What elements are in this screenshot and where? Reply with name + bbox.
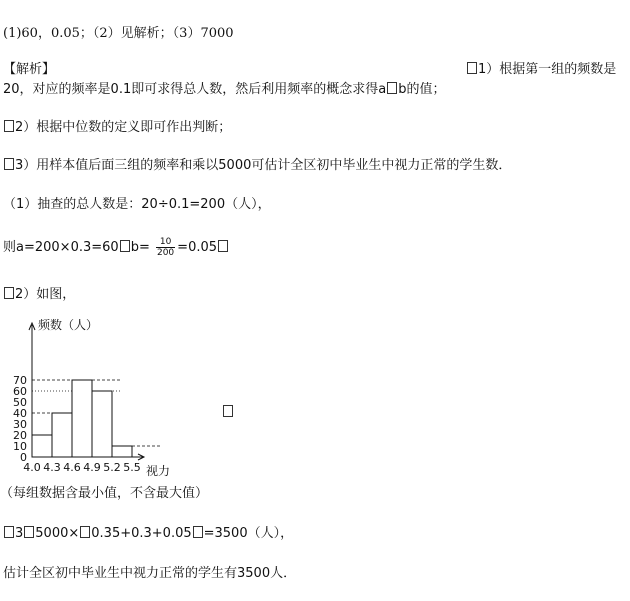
- missing-glyph-box: [467, 62, 477, 74]
- missing-glyph-box: [4, 158, 14, 170]
- x-tick-label: 4.3: [43, 461, 61, 474]
- missing-glyph-box: [24, 526, 34, 538]
- analysis-line-1: 1）根据第一组的频数是: [466, 58, 616, 77]
- y-tick-label: 10: [13, 440, 27, 453]
- analysis-heading: 【解析】: [3, 62, 56, 77]
- missing-glyph-box: [4, 526, 14, 538]
- solution-line-1: （1）抽查的总人数是：20÷0.1=200（人），: [3, 197, 271, 212]
- missing-glyph-box: [4, 120, 14, 132]
- y-tick-label: 70: [13, 374, 27, 387]
- solution-line-4: 3 5000× 0.35+0.3+0.05 =3500（人），: [3, 522, 293, 541]
- histogram-bar: [52, 413, 72, 457]
- missing-glyph-box: [193, 526, 203, 538]
- analysis-line-3: 3）用样本值后面三组的频率和乘以5000可估计全区初中毕业生中视力正常的学生数．: [3, 154, 511, 173]
- analysis-line-2: 2）根据中位数的定义即可作出判断；: [3, 116, 231, 135]
- solution-line-2: 则a=200×0.3=60 b= $\frac{10}{200}$ =0.05: [3, 236, 229, 258]
- x-tick-label: 4.0: [23, 461, 41, 474]
- chart-note: （每组数据含最小值，不含最大值）: [0, 486, 209, 501]
- fraction: [156, 237, 175, 258]
- missing-glyph-box: [223, 405, 233, 417]
- y-tick-label: 60: [13, 385, 27, 398]
- conclusion-line: 估计全区初中毕业生中视力正常的学生有3500人．: [3, 566, 297, 581]
- answer-line: (1)60，0.05；（2）见解析；（3）7000: [3, 26, 234, 41]
- histogram-bar: [32, 435, 52, 457]
- solution-line-3: 2）如图，: [3, 283, 75, 302]
- x-tick-label: 5.5: [123, 461, 141, 474]
- y-tick-label: 0: [20, 451, 27, 464]
- x-tick-label: 4.6: [63, 461, 81, 474]
- y-axis-label: 频数（人）: [38, 318, 99, 332]
- fraction-numerator: 10: [156, 237, 175, 248]
- x-axis-label: 视力: [146, 464, 171, 478]
- histogram-bar: [72, 380, 92, 457]
- missing-glyph-box: [218, 240, 228, 252]
- y-tick-label: 20: [13, 429, 27, 442]
- histogram-chart: [0, 315, 220, 480]
- y-tick-label: 40: [13, 407, 27, 420]
- histogram-bar: [112, 446, 132, 457]
- analysis-line-1-cont: 20，对应的频率是0.1即可求得总人数，然后利用频率的概念求得a b的值；: [3, 82, 446, 97]
- y-tick-label: 30: [13, 418, 27, 431]
- missing-glyph-box: [4, 287, 14, 299]
- missing-glyph-box: [387, 82, 397, 94]
- fraction-denominator: 200: [156, 248, 175, 258]
- missing-glyph-box: [120, 240, 130, 252]
- y-tick-label: 50: [13, 396, 27, 409]
- missing-glyph-box: [80, 526, 90, 538]
- x-tick-label: 5.2: [103, 461, 121, 474]
- histogram-bar: [92, 391, 112, 457]
- x-tick-label: 4.9: [83, 461, 101, 474]
